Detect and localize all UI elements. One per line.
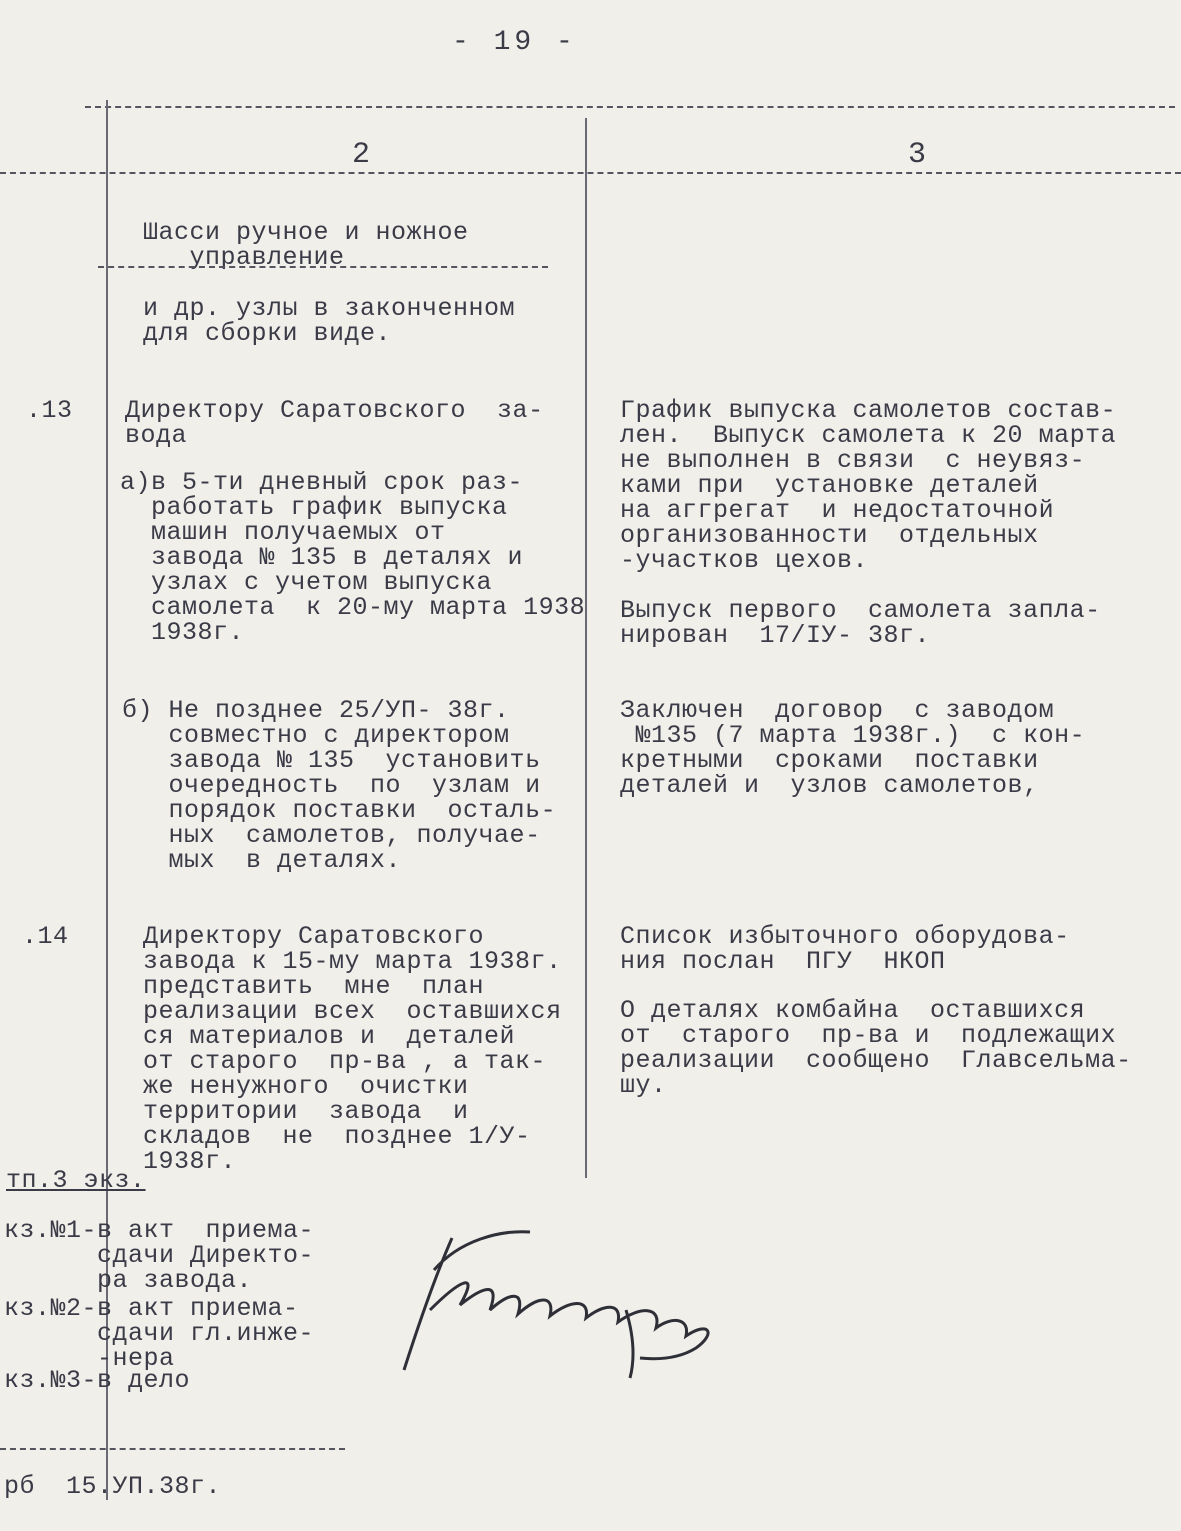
distribution-copy-2: кз.№2-в акт приема- сдачи гл.инже- -нера <box>4 1294 315 1373</box>
item-13-task-a: а)в 5-ти дневный срок раз- работать график выпуска машин получаемых от завода № 135 в деталях и узлах с учетом выпуска самолета к 20-му марта 1938 1938г. <box>120 468 586 647</box>
handwritten-signature <box>390 1210 730 1380</box>
column-header-2: 2 <box>352 138 371 172</box>
item-13-number: .13 <box>26 396 73 425</box>
header-bottom-rule <box>0 172 1181 174</box>
footer-rule <box>0 1448 345 1450</box>
item-14-result-2: О деталях комбайна оставшихся от старого пр-ва и подлежащих реализации сообщено Главсельма- шу. <box>620 996 1132 1100</box>
item-13-task-b: б) Не позднее 25/УП- 38г. совместно с директором завода № 135 установить очередность по узлам и порядок поставки осталь- ных самолетов, получае- мых в деталях. <box>122 696 557 875</box>
page-number: - 19 - <box>452 27 577 58</box>
middle-column-rule <box>585 118 587 1178</box>
section-continuation: и др. узлы в законченном для сборки виде. <box>143 294 516 348</box>
column-header-3: 3 <box>908 138 927 172</box>
distribution-header: тп.3 экз. <box>6 1166 146 1195</box>
item-13-task-intro: Директору Саратовского за- вода <box>125 396 544 450</box>
item-14-task: Директору Саратовского завода к 15-му марта 1938г. представить мне план реализации всех оставшихся ся материалов и деталей от старого пр-ва , а так- же ненужного очистки территории завода и складов не позднее 1/У- 1938г. <box>143 922 562 1176</box>
subtitle-underline <box>98 266 548 268</box>
item-14-result-1: Список избыточного оборудова- ния послан ПГУ НКОП <box>620 922 1070 976</box>
table-top-rule <box>85 106 1175 108</box>
footer-date: рб 15.УП.38г. <box>4 1472 222 1501</box>
section-subtitle: Шасси ручное и ножное управление <box>143 218 469 272</box>
item-14-number: .14 <box>22 922 69 951</box>
distribution-copy-1: кз.№1-в акт приема- сдачи Директо- ра завода. <box>4 1216 315 1295</box>
item-13-result-a-2: Выпуск первого самолета запла- нирован 17/IУ- 38г. <box>620 596 1101 650</box>
item-13-result-a-1: График выпуска самолетов состав- лен. Выпуск самолета к 20 марта не выполнен в связи с неувяз- ками при установке деталей на аггрегат и недостаточной организованности отдельных -участков цехов. <box>620 396 1117 575</box>
distribution-copy-3: кз.№3-в дело <box>4 1366 191 1395</box>
item-13-result-b: Заключен договор с заводом №135 (7 марта 1938г.) с кон- кретными сроками поставки деталей и узлов самолетов, <box>620 696 1086 800</box>
